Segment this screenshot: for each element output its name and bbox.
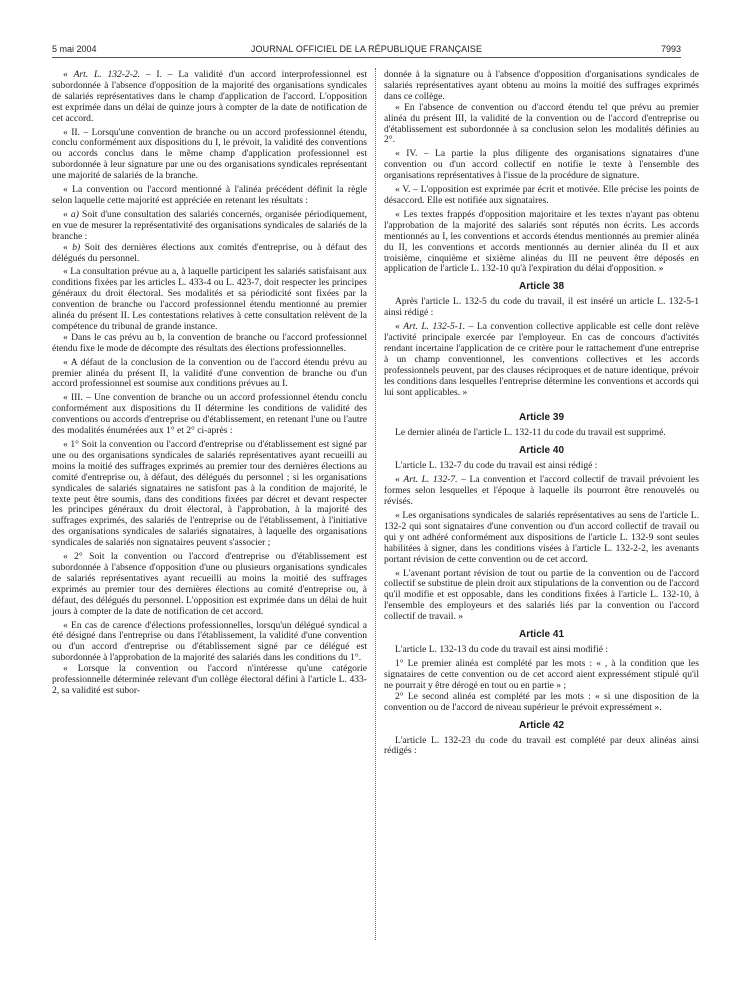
article-reference: a)	[70, 208, 79, 220]
article-heading: Article 41	[518, 629, 565, 641]
paragraph: « En l'absence de convention ou d'accord étendu tel que prévu au premier alinéa du présent III, la validité de la convention ou de l'accord d'entreprise ou d'établissement est subordonnée à sa conclusion selon les modalités définies au 2°.	[384, 101, 699, 146]
article-reference: Art. L. 132-5-1.	[403, 321, 466, 333]
paragraph: « Art. L. 132-5-1. – La convention collective applicable est celle dont relève l'activité principale exercée par l'employeur. En cas de concours d'activités rendant incertaine l'application de ce critère pour le rattachement d'une entreprise à un champ conventionnel, les conventions collectives et les accords professionnels peuvent, par des clauses réciproques et de nature identique, prévoir les conditions dans lesquelles l'entreprise détermine les conventions et accords qui lui sont applicables. »	[384, 321, 699, 398]
paragraph: « 1° Soit la convention ou l'accord d'entreprise ou d'établissement est signé par une ou des organisations syndicales de salariés représentatives ayant recueilli au moins la moitié des suffrages exprimés au premier tour des dernières élections au comité d'entreprise ou, à défaut, des délégués du personnel ; si les organisations syndicales de salariés signataires ne satisfont pas à la condition de majorité, le texte peut être soumis, dans des conditions fixées par décret et devant respecter les principes généraux du droit électoral, à l'approbation, à la majorité des suffrages exprimés, des salariés de l'entreprise ou de l'établissement, à l'initiative des organisations syndicales de salariés signataires, à laquelle des organisations syndicales de salariés non signataires peuvent s'associer ;	[52, 439, 367, 549]
paragraph: « En cas de carence d'élections professionnelles, lorsqu'un délégué syndical a été désigné dans l'entreprise ou dans l'établissement, la validité d'une convention ou d'un accord d'entreprise ou d'établissement signé par ce délégué est subordonnée à l'approbation de la majorité des salariés dans les conditions du 1°.	[52, 619, 367, 664]
article-reference: Art. L. 132-7.	[403, 474, 458, 486]
paragraph: « b) Soit des dernières élections aux comités d'entreprise, ou à défaut des délégués du personnel.	[52, 241, 367, 264]
journal-title: JOURNAL OFFICIEL DE LA RÉPUBLIQUE FRANÇAISE	[250, 44, 483, 54]
paragraph: « La convention ou l'accord mentionné à l'alinéa précédent définit la règle selon laquelle cette majorité est appréciée en retenant les résultats :	[52, 184, 367, 206]
paragraph: 2° Le second alinéa est complété par les mots : « si une disposition de la convention ou de l'accord de niveau supérieur le prévoit expressément ».	[384, 690, 699, 713]
page-header	[52, 44, 681, 58]
article-heading: Article 39	[518, 412, 565, 424]
article-reference: b)	[72, 241, 81, 253]
paragraph: « La consultation prévue au a, à laquelle participent les salariés satisfaisant aux conditions fixées par les articles L. 433-4 ou L. 423-7, doit respecter les principes généraux du droit électoral. Ses modalités et sa périodicité sont fixées par la convention de branche ou l'accord professionnel étendu mentionné au premier alinéa du présent II. Les contestations relatives à cette consultation relèvent de la compétence du tribunal de grande instance.	[52, 266, 367, 332]
header-rule	[52, 57, 681, 58]
paragraph: Le dernier alinéa de l'article L. 132-11 du code du travail est supprimé.	[395, 427, 666, 439]
paragraph: donnée à la signature ou à l'absence d'opposition d'organisations syndicales de salariés représentatives ayant obtenu au moins la moitié des suffrages exprimés dans ce collège.	[384, 69, 699, 102]
paragraph: L'article L. 132-7 du code du travail est ainsi rédigé :	[395, 460, 598, 472]
paragraph: « L'avenant portant révision de tout ou partie de la convention ou de l'accord collectif se substitue de plein droit aux stipulations de la convention ou de l'accord qu'il modifie et est opposable, dans les conditions fixées à l'article L. 132-10, à l'ensemble des employeurs et des salariés liés par la convention ou l'accord collectif de travail. »	[384, 567, 699, 623]
article-heading: Article 42	[518, 719, 565, 731]
column-divider	[375, 68, 376, 940]
paragraph: « IV. – La partie la plus diligente des organisations signataires d'une convention ou d'un accord collectif en notifie le texte à l'ensemble des organisations représentatives à l'issue de la procédure de signature.	[384, 148, 699, 182]
paragraph: « III. – Une convention de branche ou un accord professionnel étendu conclu conformément aux dispositions du II détermine les conditions de validité des conventions ou accords d'entreprise ou d'établissement, en retenant l'une ou l'autre des modalités énumérées aux 1° et 2° ci-après :	[52, 392, 367, 437]
paragraph: « II. – Lorsqu'une convention de branche ou un accord professionnel étendu, conclu conformément aux dispositions du I, le prévoit, la validité des conventions ou accords conclus dans le même champ d'application professionnel est subordonnée à leur signature par une ou des organisations syndicales représentant une majorité de salariés de la branche.	[52, 126, 367, 182]
paragraph: « A défaut de la conclusion de la convention ou de l'accord étendu prévu au premier alinéa du présent II, la validité d'une convention de branche ou d'un accord professionnel est soumise aux conditions prévues au I.	[52, 356, 367, 390]
paragraph: « a) Soit d'une consultation des salariés concernés, organisée périodiquement, en vue de mesurer la représentativité des organisations syndicales de salariés de la branche :	[52, 208, 367, 242]
paragraph: « Les textes frappés d'opposition majoritaire et les textes n'ayant pas obtenu l'approbation de la majorité des salariés sont réputés non écrits. Les accords mentionnés au I, les conventions et accords étendus mentionnés au premier alinéa du II, les conventions et accords mentionnés au dernier alinéa du II et aux troisième, cinquième et sixième alinéas du III ne peuvent être déposés en application de l'article L. 132-10 qu'à l'expiration du délai d'opposition. »	[384, 208, 699, 275]
issue-date: 5 mai 2004	[52, 44, 97, 54]
paragraph: « V. – L'opposition est exprimée par écrit et motivée. Elle précise les points de désaccord. Elle est notifiée aux signataires.	[384, 184, 699, 206]
paragraph: L'article L. 132-13 du code du travail est ainsi modifié :	[395, 644, 609, 656]
paragraph: L'article L. 132-23 du code du travail est complété par deux alinéas ainsi rédigés :	[384, 734, 699, 757]
paragraph: « Les organisations syndicales de salariés représentatives au sens de l'article L. 132-2 qui sont signataires d'une convention ou d'un accord collectif de travail ou qui y ont adhéré conformément aux dispositions de l'article L. 132-9 sont seules habilitées à signer, dans les conditions visées à l'article L. 132-2-2, les avenants portant révision de cette convention ou de cet accord.	[384, 510, 699, 565]
page-number: 7993	[660, 44, 681, 54]
left-column	[52, 70, 367, 700]
paragraph: « Art. L. 132-7. – La convention et l'accord collectif de travail prévoient les formes selon lesquelles et l'époque à laquelle ils pourront être renouvelés ou révisés.	[384, 474, 699, 508]
right-column	[384, 70, 699, 760]
article-heading: Article 40	[518, 445, 565, 457]
paragraph: « Dans le cas prévu au b, la convention de branche ou l'accord professionnel étendu fixe le mode de décompte des résultats des élections professionnelles.	[52, 331, 367, 354]
article-heading: Article 38	[518, 281, 565, 293]
paragraph: 1° Le premier alinéa est complété par les mots : « , à la condition que les signataires de cette convention ou de cet accord aient expressément stipulé qu'il ne pourrait y être dérogé en tout ou en partie » ;	[384, 657, 699, 691]
paragraph: Après l'article L. 132-5 du code du travail, il est inséré un article L. 132-5-1 ainsi rédigé :	[384, 296, 699, 319]
paragraph: « Lorsque la convention ou l'accord n'intéresse qu'une catégorie professionnelle déterminée relevant d'un collège électoral défini à l'article L. 433-2, sa validité est subor-	[52, 663, 367, 696]
article-reference: Art. L. 132-2-2.	[73, 69, 141, 80]
paragraph: « Art. L. 132-2-2. – I. – La validité d'un accord interprofessionnel est subordonnée à l'absence d'opposition de la majorité des organisations syndicales de salariés représentatives dans le champ d'application de l'accord. L'opposition est exprimée dans un délai de quinze jours à compter de la date de notification de cet accord.	[52, 69, 368, 124]
paragraph: « 2° Soit la convention ou l'accord d'entreprise ou d'établissement est subordonnée à l'absence d'opposition d'une ou plusieurs organisations syndicales de salariés représentatives ayant recueilli au moins la moitié des suffrages exprimés au premier tour des dernières élections au comité d'entreprise ou, à défaut, des délégués du personnel. L'opposition est exprimée dans un délai de huit jours à compter de la date de notification de cet accord.	[52, 551, 367, 617]
